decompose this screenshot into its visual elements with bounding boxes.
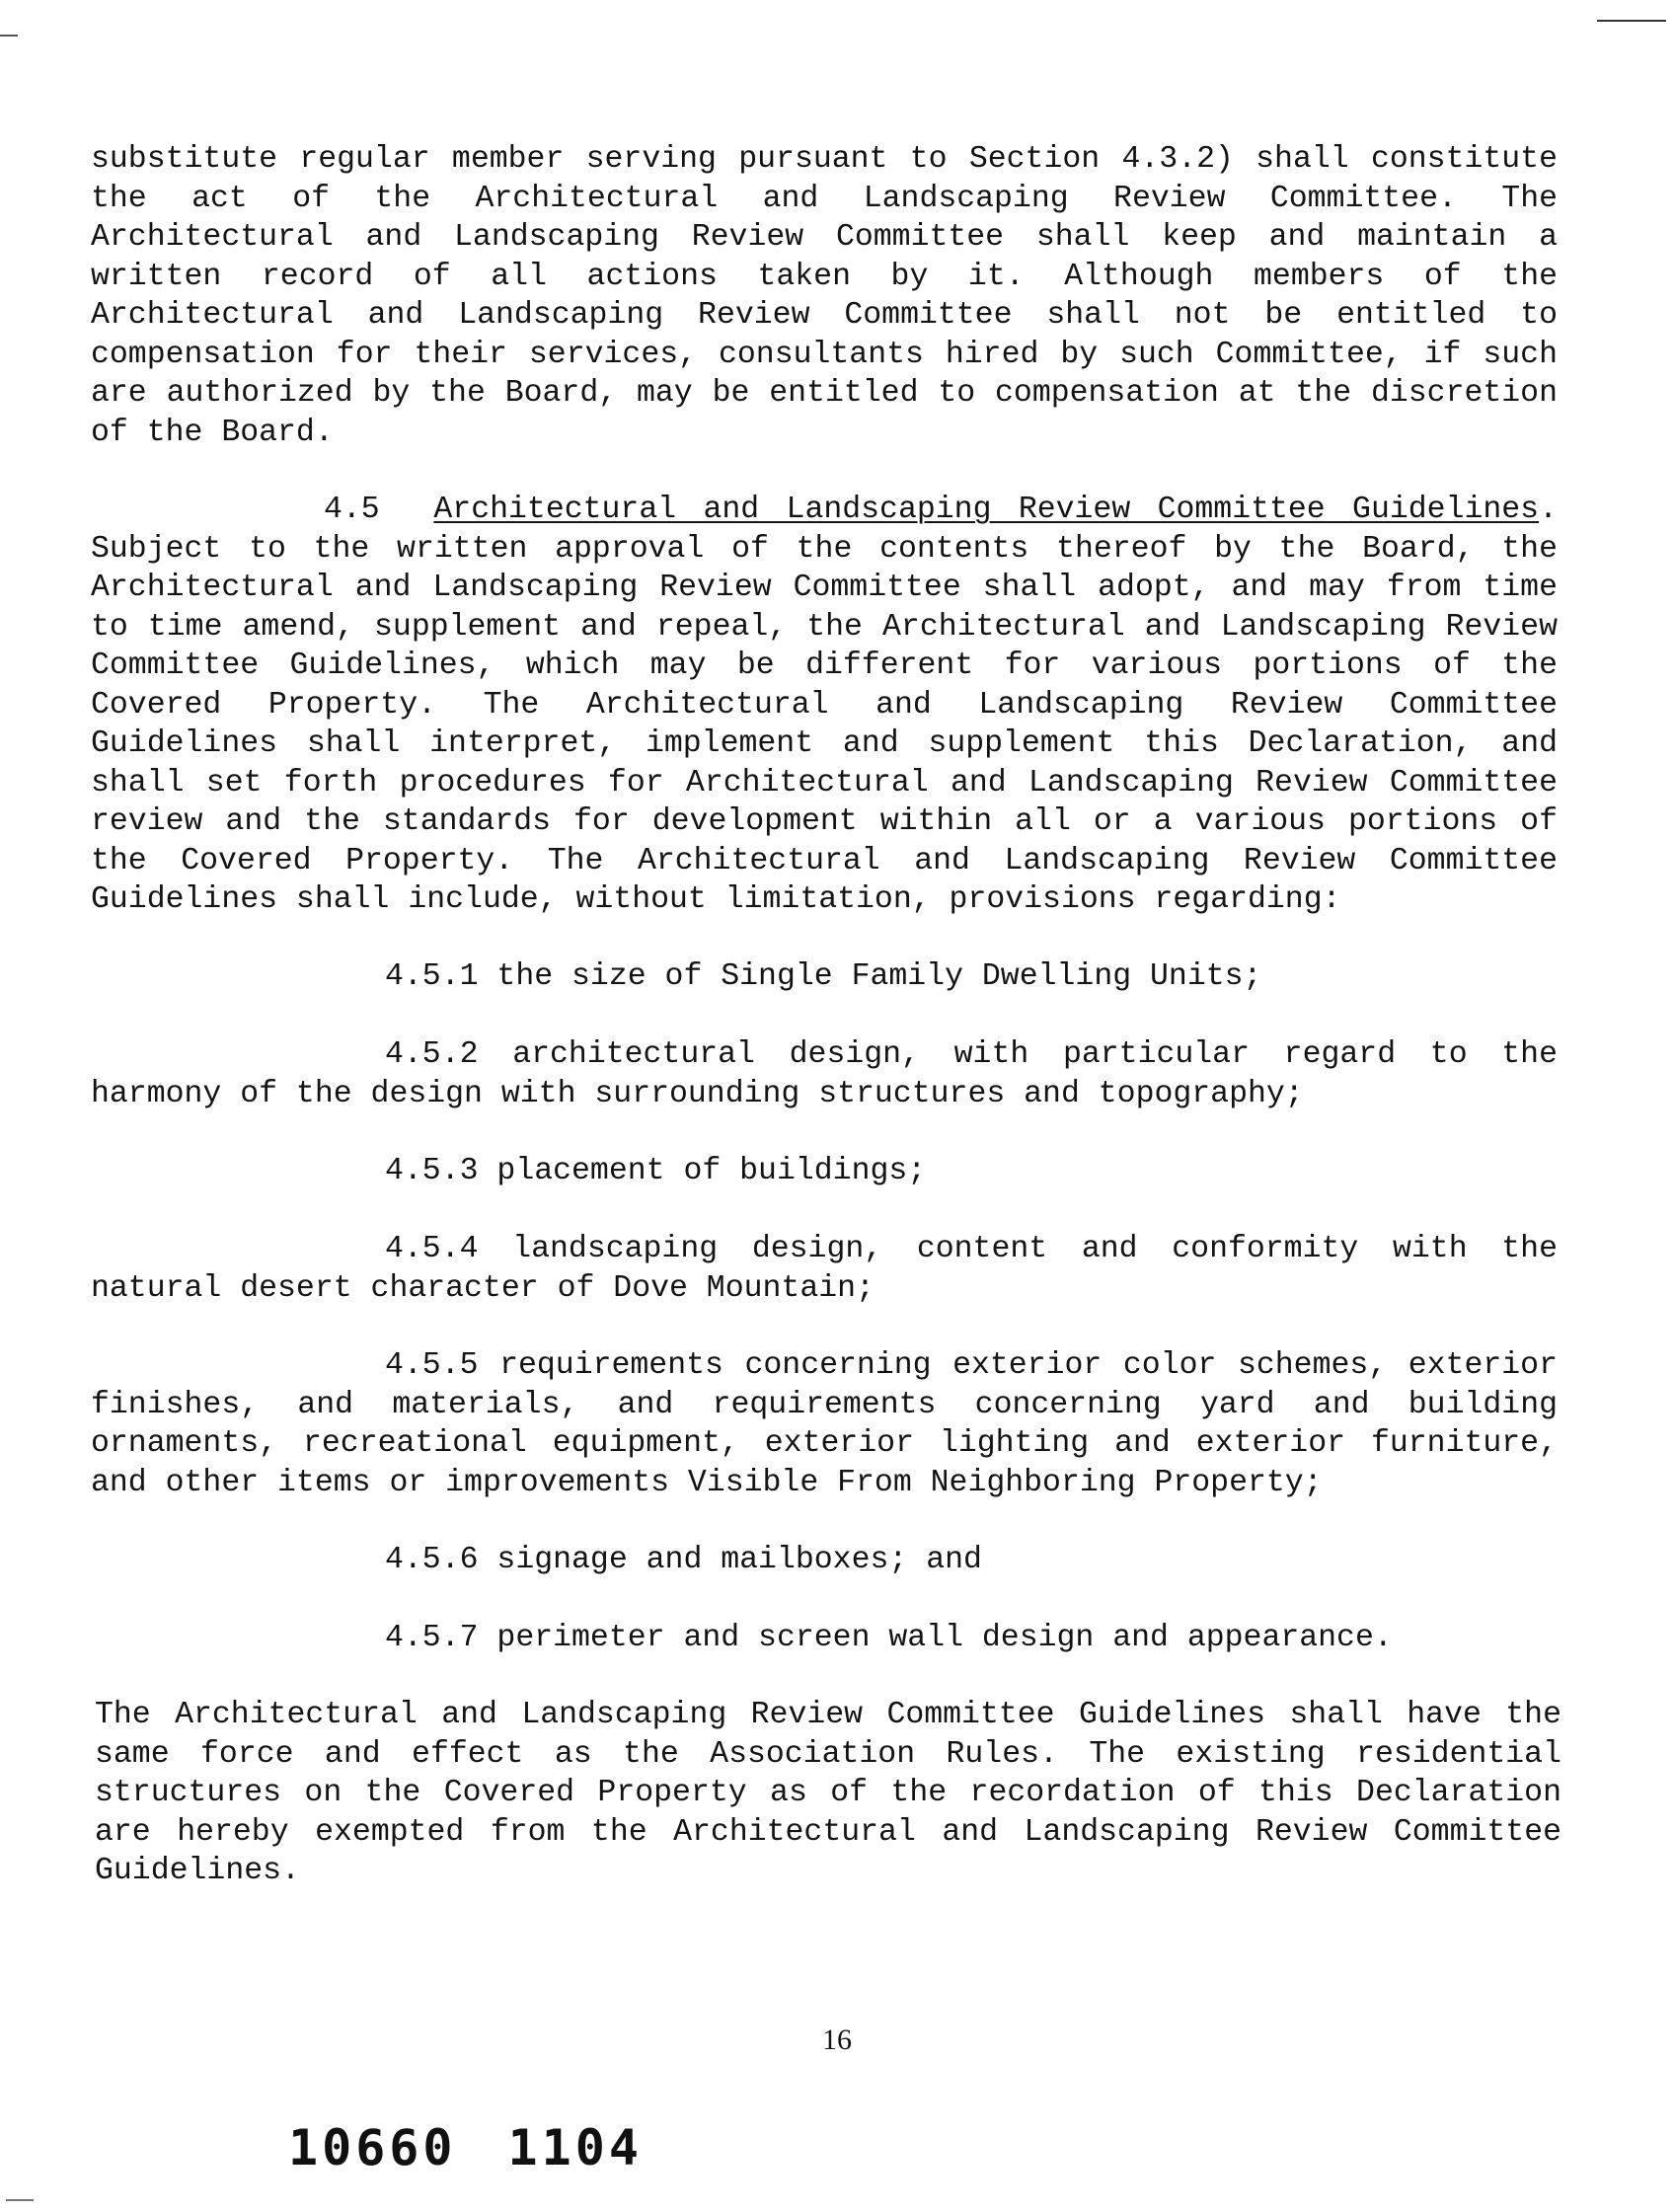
scan-mark-top-left [0, 35, 18, 37]
closing-text: The Architectural and Landscaping Review Committee Guidelines shall have the same force and effect as the Association Rules. The existing residential structures on the Covered Property as of the recordation of this Declaration are hereby exempted from the Architectural and Landscaping Review Committee Guidelines. [95, 1698, 1561, 1888]
scan-mark-bottom-left [6, 2199, 34, 2201]
section-heading-punct: . [1539, 493, 1558, 527]
list-item-4-5-6: 4.5.6 signage and mailboxes; and [385, 1543, 982, 1577]
list-item-4-5-3: 4.5.3 placement of buildings; [385, 1154, 927, 1188]
section-heading: Architectural and Landscaping Review Committee Guidelines [433, 493, 1540, 527]
section-4-5 [91, 491, 1558, 920]
stamp-page: 1104 [507, 2119, 643, 2176]
section-number: 4.5 [324, 493, 380, 527]
page-number: 16 [822, 2023, 852, 2056]
scan-mark-top-right [1597, 20, 1666, 22]
list-item-4-5-4: 4.5.4 landscaping design, content and conformity with the natural desert character of Dove Mountain; [91, 1232, 1558, 1306]
stamp-book: 10660 [288, 2119, 457, 2176]
closing-paragraph [95, 1696, 1561, 1891]
list-item-4-5-1: 4.5.1 the size of Single Family Dwelling Units; [385, 959, 1262, 994]
list-item-4-5-7: 4.5.7 perimeter and screen wall design and appearance. [385, 1621, 1393, 1655]
paragraph-continuation [91, 140, 1558, 452]
list-item-4-5-5: 4.5.5 requirements concerning exterior color schemes, exterior finishes, and materials, and requirements concerning yard and building ornaments, recreational equipment, exterior lighting and exterior furniture, and other items or improvements Visible From Neighboring Property; [91, 1348, 1558, 1500]
section-body: Subject to the written approval of the contents thereof by the Board, the Architectural and Landscaping Review Committee shall adopt, and may from time to time amend, supplement and repeal, the Architectural and Landscaping Review Committee Guidelines, which may be different for various portions of the Covered Property. The Architectural and Landscaping Review Committee Guidelines shall interpret, implement and supplement this Declaration, and shall set forth procedures for Architectural and Landscaping Review Committee review and the standards for development within all or a various portions of the Covered Property. The Architectural and Landscaping Review Committee Guidelines shall include, without limitation, provisions regarding: [91, 531, 1558, 917]
paragraph-text: substitute regular member serving pursuant to Section 4.3.2) shall constitute the act of the Architectural and Landscaping Review Committee. The Architectural and Landscaping Review Committee shall keep and maintain a written record of all actions taken by it. Although members of the Architectural and Landscaping Review Committee shall not be entitled to compensation for their services, consultants hired by such Committee, if such are authorized by the Board, may be entitled to compensation at the discretion of the Board. [91, 142, 1558, 450]
recording-stamp [288, 2119, 643, 2176]
section-4-5-paragraph [91, 491, 1558, 920]
list-item-4-5-2: 4.5.2 architectural design, with particular regard to the harmony of the design with surrounding structures and topography; [91, 1037, 1558, 1111]
